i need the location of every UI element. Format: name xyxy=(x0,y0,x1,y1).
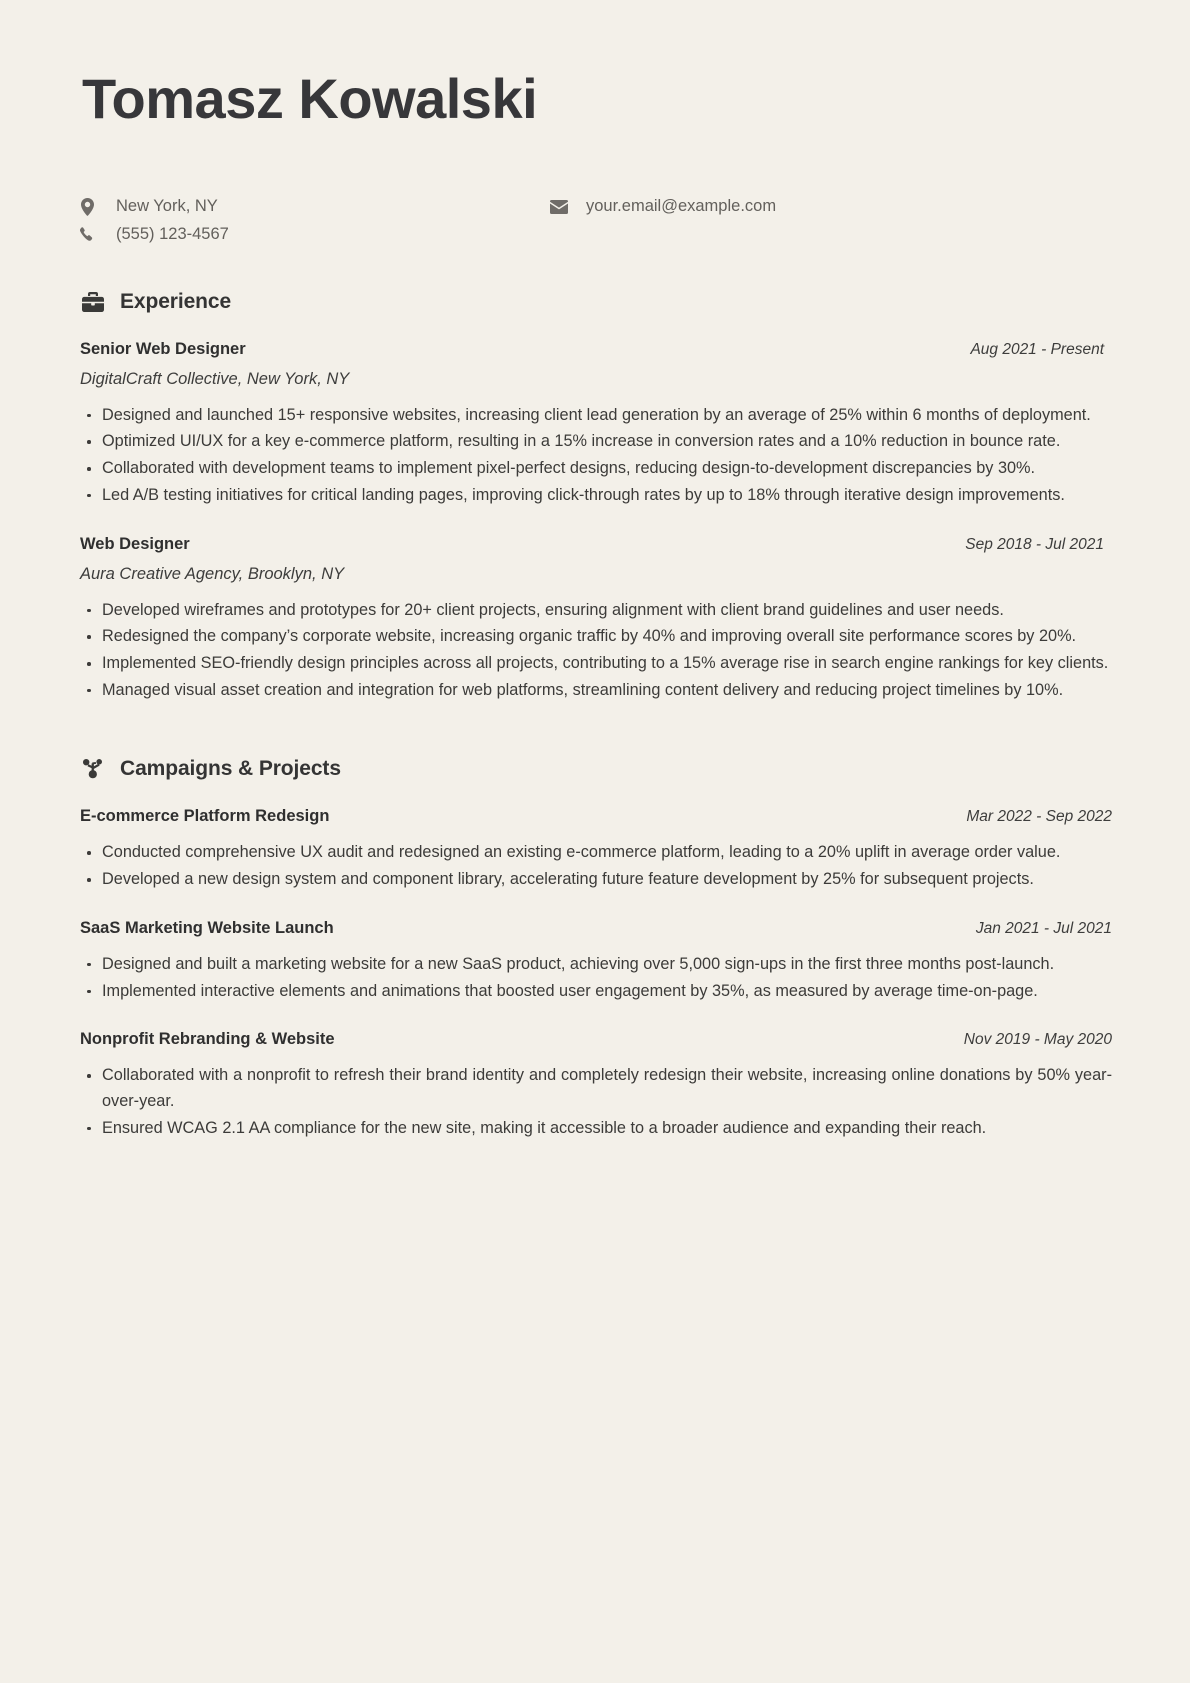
project-bullets xyxy=(80,1063,1112,1141)
job-title: Senior Web Designer xyxy=(80,339,246,358)
list-item: Led A/B testing initiatives for critical landing pages, improving click-through rates by up to 18% through iterative design improvements. xyxy=(80,483,1112,509)
job-bullets xyxy=(80,598,1112,704)
contact-column-left xyxy=(80,196,550,246)
project-entry xyxy=(80,807,1112,892)
contact-column-right xyxy=(550,196,776,246)
project-bullets xyxy=(80,952,1112,1004)
project-bullets xyxy=(80,840,1112,892)
contact-location xyxy=(80,196,550,218)
section-header-experience xyxy=(82,290,1112,314)
job-date-range: Sep 2018 - Jul 2021 xyxy=(965,535,1104,553)
network-node-icon xyxy=(82,759,108,779)
location-text: New York, NY xyxy=(116,197,218,216)
contact-email xyxy=(550,196,776,218)
list-item: Developed a new design system and component library, accelerating future feature development by 25% for subsequent projects. xyxy=(80,867,1112,893)
job-title: Web Designer xyxy=(80,534,190,553)
experience-entry xyxy=(80,535,1112,704)
list-item: Ensured WCAG 2.1 AA compliance for the new site, making it accessible to a broader audience and expanding their reach. xyxy=(80,1116,1112,1142)
section-title-campaigns-projects: Campaigns & Projects xyxy=(120,757,341,781)
briefcase-icon xyxy=(82,292,108,312)
list-item: Optimized UI/UX for a key e-commerce platform, resulting in a 15% increase in conversion rates and a 10% reduction in bounce rate. xyxy=(80,429,1112,455)
contact-block xyxy=(80,196,1112,246)
project-title: SaaS Marketing Website Launch xyxy=(80,918,334,937)
project-title: Nonprofit Rebranding & Website xyxy=(80,1030,335,1049)
project-date-range: Jan 2021 - Jul 2021 xyxy=(975,919,1112,937)
entry-header xyxy=(80,1030,1112,1049)
page-title: Tomasz Kowalski xyxy=(82,67,538,130)
job-bullets xyxy=(80,403,1112,509)
entry-header xyxy=(80,919,1112,938)
project-title: E-commerce Platform Redesign xyxy=(80,807,330,826)
job-company: DigitalCraft Collective, New York, NY xyxy=(80,369,350,388)
experience-entry xyxy=(80,340,1112,509)
section-title-experience: Experience xyxy=(120,289,232,313)
map-pin-icon xyxy=(80,198,102,216)
section-experience xyxy=(80,290,1112,704)
list-item: Conducted comprehensive UX audit and redesigned an existing e-commerce platform, leading to a 20% uplift in average order value. xyxy=(80,840,1112,866)
entry-header xyxy=(80,807,1112,826)
list-item: Implemented SEO-friendly design principles across all projects, contributing to a 15% average rise in search engine rankings for key clients. xyxy=(80,651,1112,677)
list-item: Managed visual asset creation and integration for web platforms, streamlining content delivery and reducing project timelines by 10%. xyxy=(80,678,1112,704)
job-company: Aura Creative Agency, Brooklyn, NY xyxy=(80,564,345,583)
list-item: Collaborated with a nonprofit to refresh their brand identity and completely redesign their website, increasing online donations by 50% year-over-year. xyxy=(80,1063,1112,1114)
project-entry xyxy=(80,919,1112,1004)
list-item: Implemented interactive elements and animations that boosted user engagement by 35%, as measured by average time-on-page. xyxy=(80,979,1112,1005)
list-item: Collaborated with development teams to implement pixel-perfect designs, reducing design-to-development discrepancies by 30%. xyxy=(80,456,1112,482)
phone-icon xyxy=(80,227,102,243)
section-campaigns-projects xyxy=(80,757,1112,1141)
contact-phone xyxy=(80,224,550,246)
section-header-campaigns-projects xyxy=(82,757,1112,781)
entry-header xyxy=(80,535,1112,554)
email-text: your.email@example.com xyxy=(586,197,777,216)
list-item: Redesigned the company’s corporate website, increasing organic traffic by 40% and improving overall site performance scores by 20%. xyxy=(80,624,1112,650)
envelope-icon xyxy=(550,200,572,214)
project-date-range: Nov 2019 - May 2020 xyxy=(963,1031,1112,1049)
list-item: Designed and launched 15+ responsive websites, increasing client lead generation by an average of 25% within 6 months of deployment. xyxy=(80,403,1112,429)
project-entry xyxy=(80,1030,1112,1141)
job-date-range: Aug 2021 - Present xyxy=(970,340,1104,358)
list-item: Developed wireframes and prototypes for 20+ client projects, ensuring alignment with client brand guidelines and user needs. xyxy=(80,598,1112,624)
entry-header xyxy=(80,340,1112,359)
project-date-range: Mar 2022 - Sep 2022 xyxy=(966,808,1112,826)
phone-text: (555) 123-4567 xyxy=(116,225,229,244)
list-item: Designed and built a marketing website for a new SaaS product, achieving over 5,000 sign-ups in the first three months post-launch. xyxy=(80,952,1112,978)
